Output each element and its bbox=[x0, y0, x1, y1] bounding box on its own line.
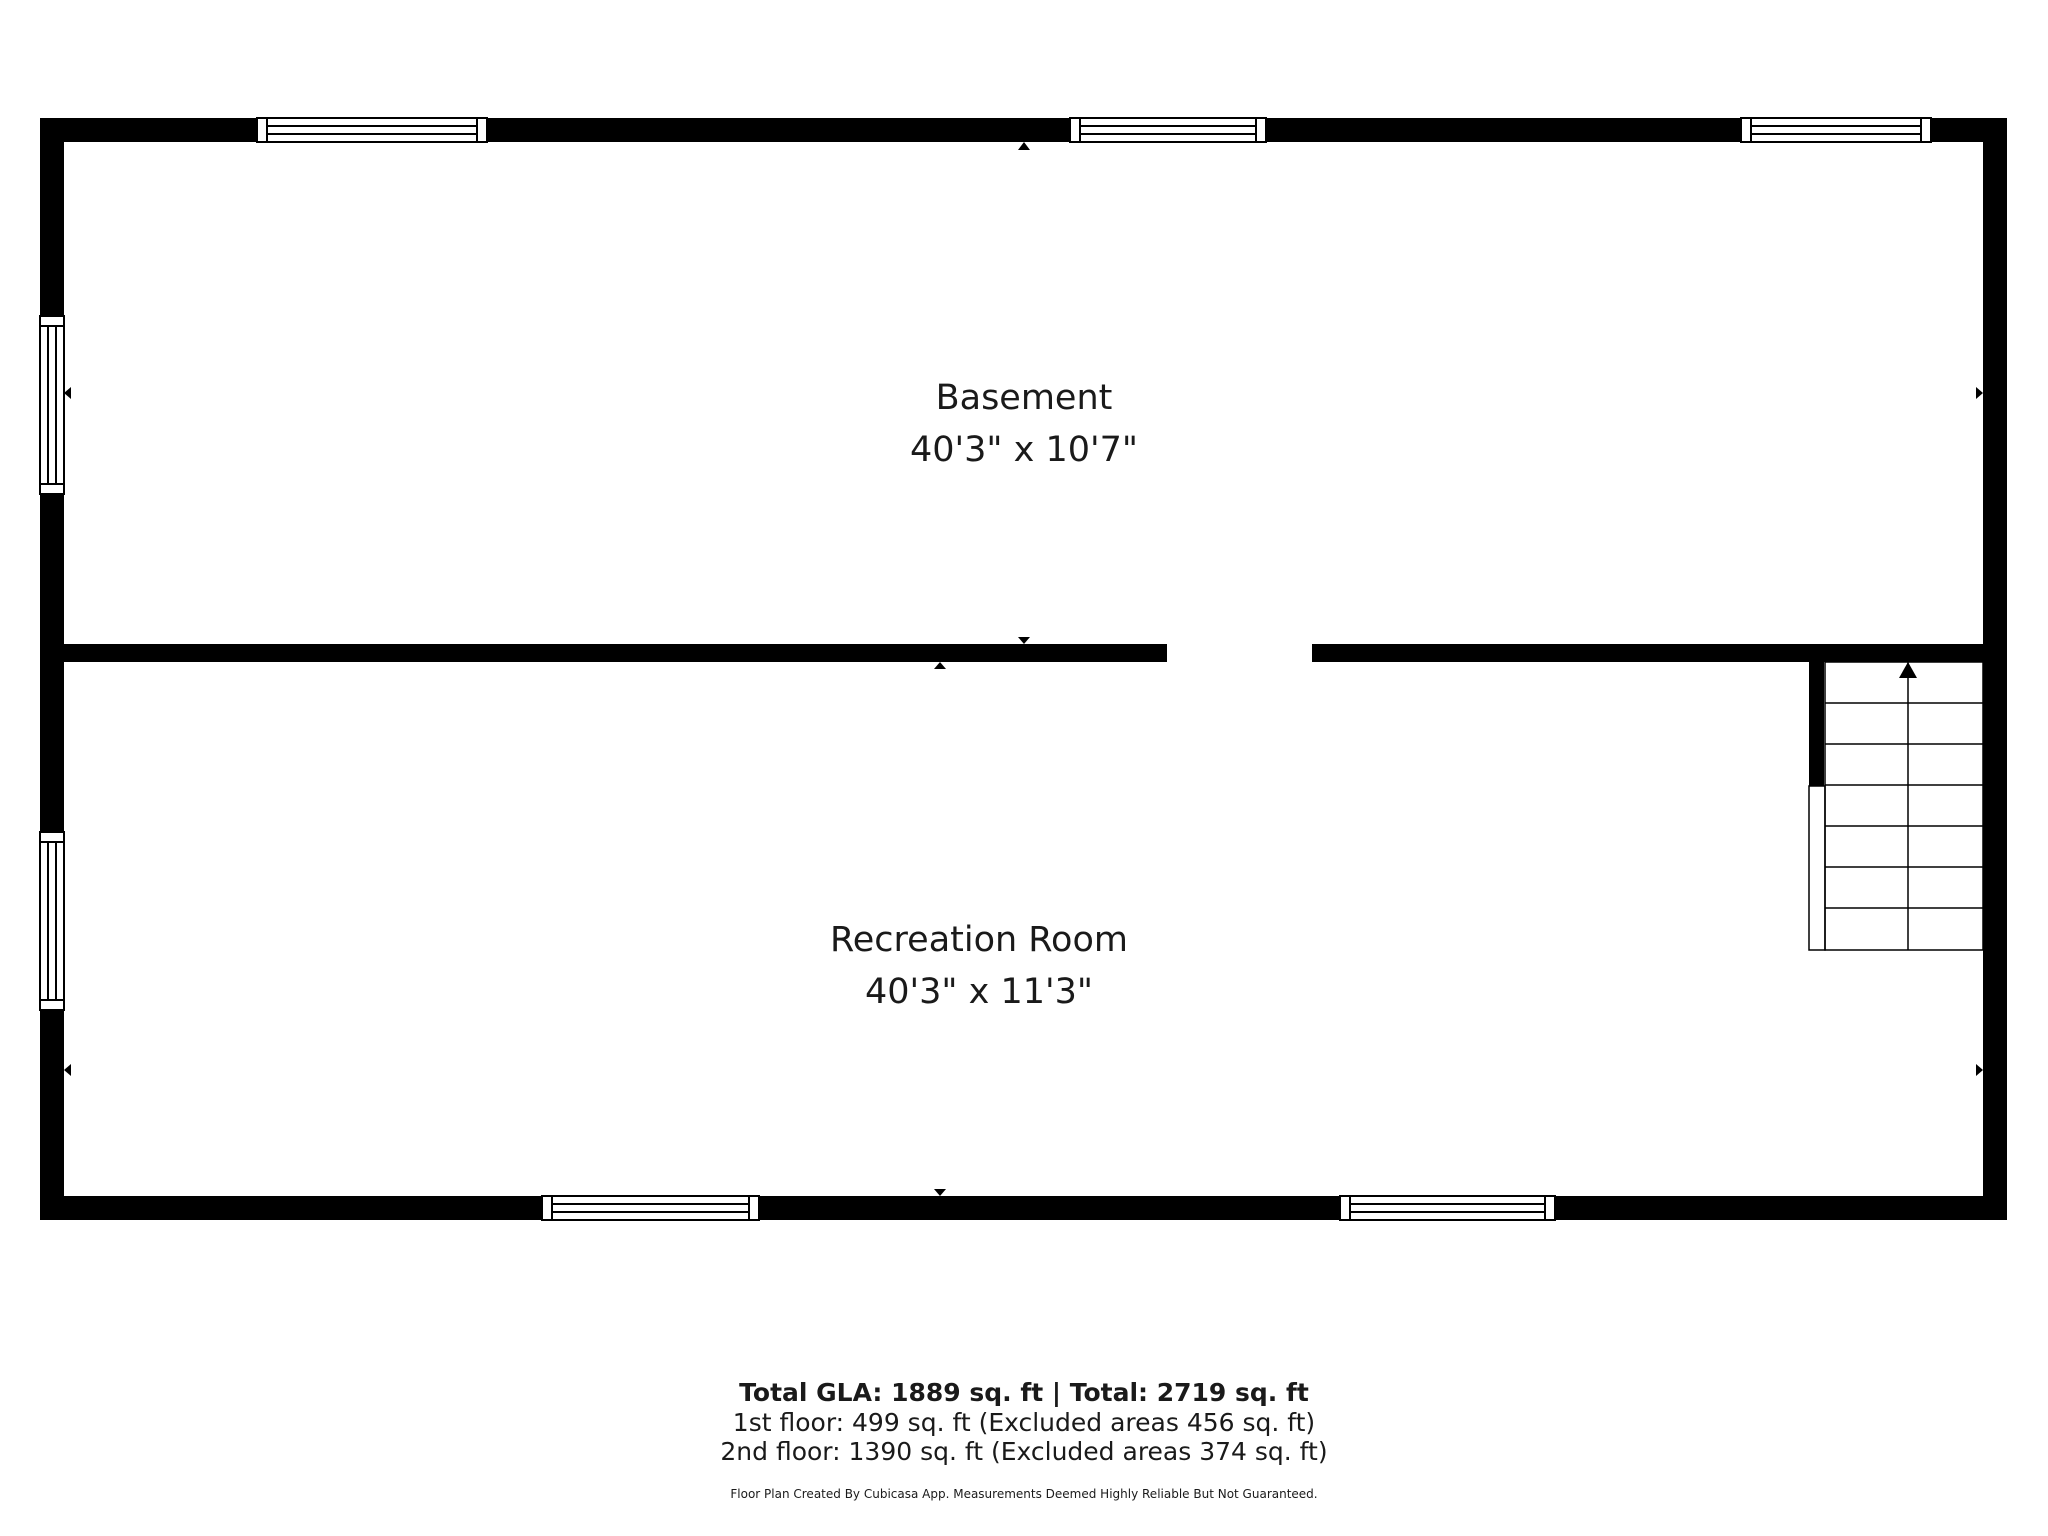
credit-disclaimer: Floor Plan Created By Cubicasa App. Measurements Deemed Highly Reliable But Not Guaranteed. bbox=[730, 1487, 1318, 1501]
room-name-recreation: Recreation Room bbox=[830, 920, 1128, 960]
total-area-summary: Total GLA: 1889 sq. ft | Total: 2719 sq. ft bbox=[739, 1378, 1309, 1407]
second-floor-area: 2nd floor: 1390 sq. ft (Excluded areas 374 sq. ft) bbox=[720, 1437, 1328, 1466]
interior-wall bbox=[64, 644, 1983, 662]
window-bottom-2 bbox=[1340, 1196, 1555, 1220]
staircase bbox=[1809, 662, 1983, 950]
room-dimensions-basement: 40'3" x 10'7" bbox=[909, 430, 1138, 470]
wall-right bbox=[1983, 118, 2007, 1220]
window-top-1 bbox=[257, 118, 487, 142]
wall-bottom bbox=[40, 1196, 2007, 1220]
stair-arrow-icon bbox=[1899, 662, 1917, 678]
window-left-1 bbox=[40, 316, 64, 494]
dimension-markers bbox=[64, 142, 1983, 1196]
exterior-walls bbox=[40, 118, 2007, 1220]
window-top-3 bbox=[1741, 118, 1931, 142]
window-bottom-1 bbox=[542, 1196, 759, 1220]
interior-wall-left bbox=[64, 644, 1167, 662]
room-dimensions-recreation: 40'3" x 11'3" bbox=[864, 972, 1093, 1012]
window-top-2 bbox=[1070, 118, 1266, 142]
wall-left bbox=[40, 118, 64, 1220]
room-name-basement: Basement bbox=[935, 378, 1113, 418]
interior-wall-right bbox=[1312, 644, 1983, 662]
stair-wall bbox=[1809, 662, 1824, 786]
window-left-2 bbox=[40, 832, 64, 1010]
windows bbox=[40, 118, 1931, 1220]
first-floor-area: 1st floor: 499 sq. ft (Excluded areas 456 sq. ft) bbox=[732, 1408, 1316, 1437]
